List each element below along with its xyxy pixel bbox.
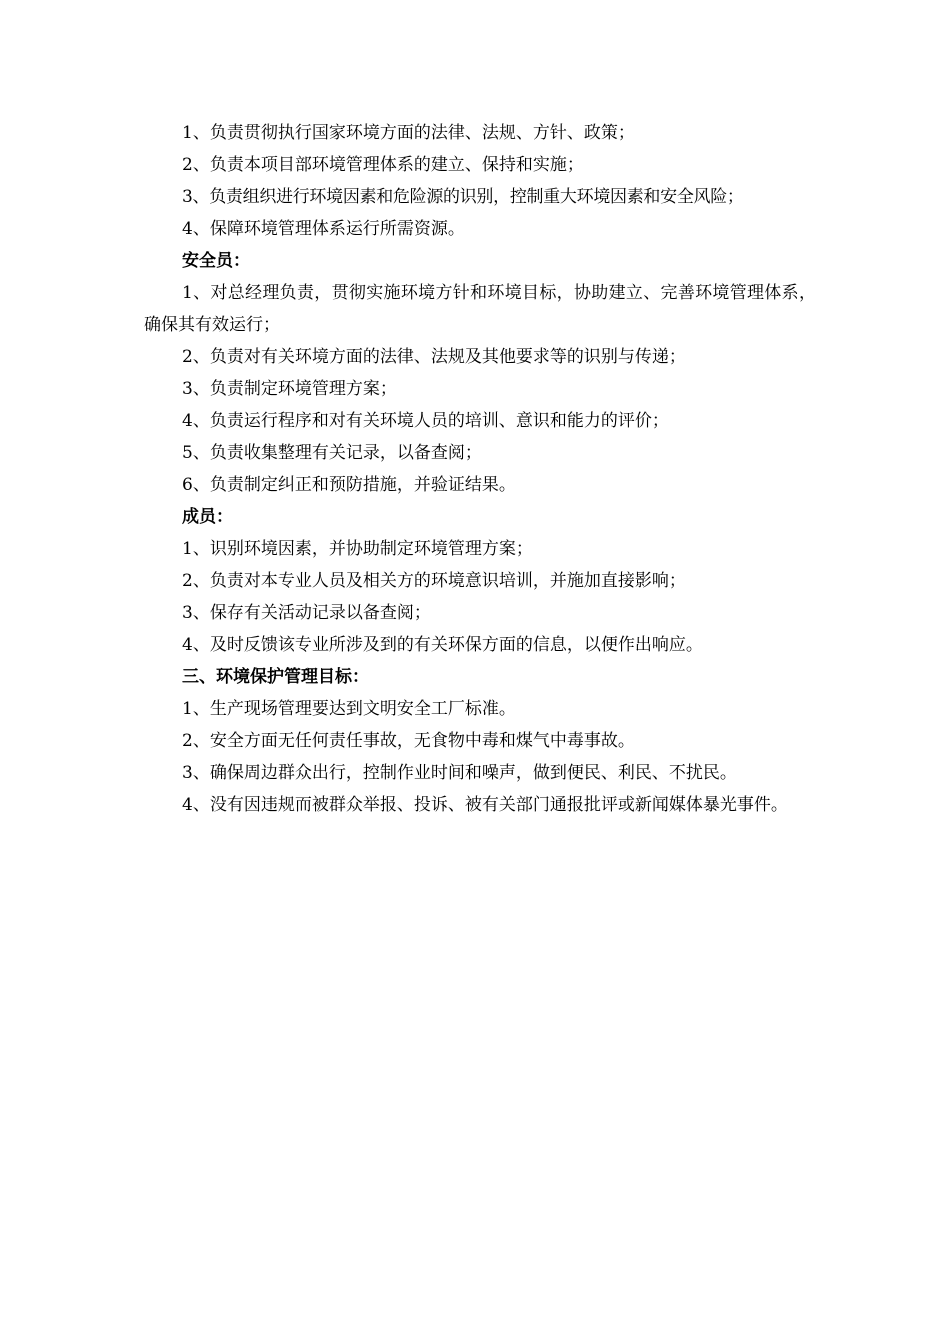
responsibility-item: 4、保障环境管理体系运行所需资源。	[182, 219, 465, 239]
member-item: 1、识别环境因素，并协助制定环境管理方案；	[182, 539, 533, 559]
safety-officer-item: 4、负责运行程序和对有关环境人员的培训、意识和能力的评价；	[182, 411, 669, 431]
member-item: 3、保存有关活动记录以备查阅；	[182, 603, 431, 623]
objective-item: 1、生产现场管理要达到文明安全工厂标准。	[182, 699, 516, 719]
safety-officer-item: 6、负责制定纠正和预防措施，并验证结果。	[182, 475, 516, 495]
responsibility-item: 1、负责贯彻执行国家环境方面的法律、法规、方针、政策；	[182, 123, 635, 143]
safety-officer-item: 2、负责对有关环境方面的法律、法规及其他要求等的识别与传递；	[182, 347, 686, 367]
safety-officer-heading: 安全员：	[182, 251, 250, 271]
document-body	[144, 117, 816, 821]
responsibility-item: 3、负责组织进行环境因素和危险源的识别，控制重大环境因素和安全风险；	[182, 187, 744, 207]
objective-item: 2、安全方面无任何责任事故，无食物中毒和煤气中毒事故。	[182, 731, 635, 751]
objective-item: 4、没有因违规而被群众举报、投诉、被有关部门通报批评或新闻媒体暴光事件。	[182, 795, 788, 815]
member-item: 2、负责对本专业人员及相关方的环境意识培训，并施加直接影响；	[182, 571, 686, 591]
safety-officer-item: 5、负责收集整理有关记录，以备查阅；	[182, 443, 482, 463]
responsibility-item: 2、负责本项目部环境管理体系的建立、保持和实施；	[182, 155, 584, 175]
safety-officer-item: 1、对总经理负责，贯彻实施环境方针和环境目标，协助建立、完善环境管理体系，确保其有效运行；	[144, 283, 816, 335]
safety-officer-item: 3、负责制定环境管理方案；	[182, 379, 397, 399]
section-three-heading: 三、环境保护管理目标：	[182, 667, 369, 687]
member-item: 4、及时反馈该专业所涉及到的有关环保方面的信息，以便作出响应。	[182, 635, 703, 655]
members-heading: 成员：	[182, 507, 233, 527]
objective-item: 3、确保周边群众出行，控制作业时间和噪声，做到便民、利民、不扰民。	[182, 763, 737, 783]
